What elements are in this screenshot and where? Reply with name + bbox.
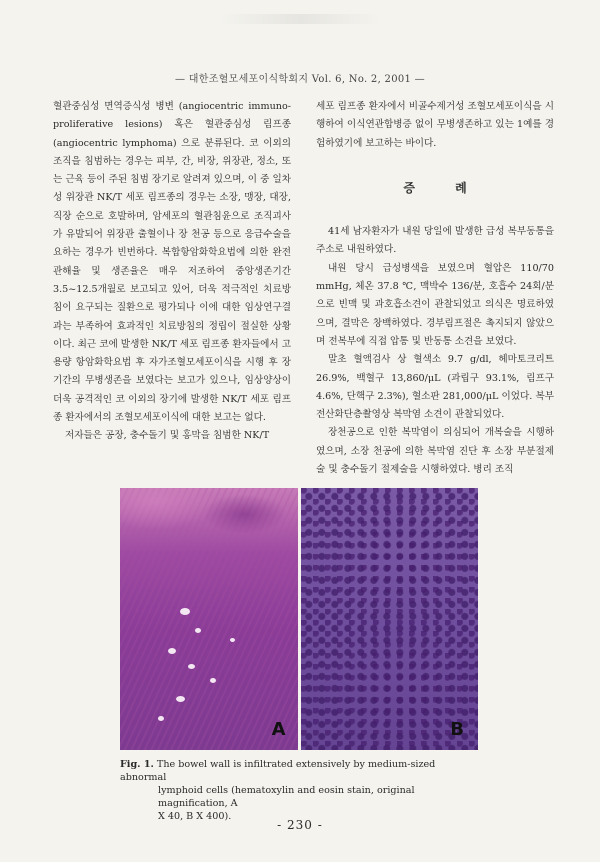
figure-caption-label: Fig. 1. <box>120 759 154 770</box>
tissue-vessel <box>188 664 195 669</box>
case-paragraph-2: 내원 당시 급성병색을 보였으며 혈압은 110/70 mmHg, 체온 37.8 ℃, 맥박수 136/분, 호흡수 24회/분으로 빈맥 및 과호흡소견이 관찰되었고 의식은 명료하였으며, 결막은 창백하였다. 경부림프절은 촉지되지 않았으며 전복부에 직접 압통 및 반동통 소견을 보였다. <box>316 262 554 347</box>
histology-figure <box>120 488 478 750</box>
tissue-vessel <box>230 638 235 642</box>
panel-b-label: B <box>450 719 464 740</box>
tissue-vessel <box>210 678 216 683</box>
tissue-vessel <box>176 696 185 702</box>
scan-artifact <box>220 14 380 24</box>
figure-caption-line-2: lymphoid cells (hematoxylin and eosin stain, original magnification, A <box>158 785 415 809</box>
case-paragraph-1: 41세 남자환자가 내원 당일에 발생한 급성 복부동통을 주소로 내원하였다. <box>316 226 554 256</box>
figure-caption-line-1: The bowel wall is infiltrated extensively by medium-sized abnormal <box>120 759 436 783</box>
figure-panel-a-low-magnification <box>120 488 298 750</box>
left-column <box>53 98 291 446</box>
panel-a-label: A <box>271 719 286 740</box>
tissue-vessel <box>158 716 164 721</box>
case-paragraph-3: 말초 혈액검사 상 혈색소 9.7 g/dl, 헤마토크리트 26.9%, 백혈구 13,860/μL (과립구 93.1%, 림프구 4.6%, 단핵구 2.3%), 혈소판 281,000/μL 이었다. 복부전산화단층촬영상 복막염 소견이 관찰되었다. <box>316 354 554 421</box>
figure-caption-line-3: X 40, B X 400). <box>158 811 232 822</box>
right-column <box>316 98 554 479</box>
page-number: - 230 - <box>277 818 323 832</box>
left-paragraph-1: 혈관중심성 면역증식성 병변 (angiocentric immuno-proliferative lesions) 혹은 혈관중심성 림프종 (angiocentric lymphoma) 으로 분류된다. 코 이외의 조직을 침범하는 경우는 피부, 간, 비장, 위장관, 정소, 또는 근육 등이 주된 침범 장기로 알려져 있으며, 이 중 일차성 위장관 NK/T 세포 림프종의 경우는 소장, 맹장, 대장, 직장 순으로 호발하며, 암세포의 혈관침윤으로 조직괴사가 유발되어 위장관 출혈이나 장 천공 등으로 응급수술을 요하는 경우가 빈번하다. 복합항암화학요법에 의한 완전관해율 및 생존율은 매우 저조하여 중앙생존기간 3.5~12.5개월로 보고되고 있어, 더욱 적극적인 치료방침이 요구되는 질환으로 평가되나 이에 대한 임상연구결과는 부족하여 효과적인 치료방침의 정립이 절실한 상황이다. 최근 코에 발생한 NK/T 세포 림프종 환자들에서 고용량 항암화학요법 후 자가조혈모세포이식을 시행 후 장기간의 무병생존을 보였다는 보고가 있으나, 임상양상이 더욱 공격적인 코 이외의 장기에 발생한 NK/T 세포 림프종 환자에서의 조혈모세포이식에 대한 보고는 없다. <box>53 101 291 424</box>
case-paragraph-4: 장천공으로 인한 복막염이 의심되어 개복술을 시행하였으며, 소장 천공에 의한 복막염 진단 후 소장 부분절제술 및 충수돌기 절제술을 시행하였다. 병리 조직 <box>316 427 554 476</box>
left-paragraph-2: 저자들은 공장, 충수돌기 및 홍막을 침범한 NK/T <box>65 430 270 442</box>
section-title-case-report: 증 례 <box>403 180 485 195</box>
tissue-vessel <box>168 648 176 654</box>
figure-panel-b-high-magnification <box>301 488 479 750</box>
running-header: — 대한조혈모세포이식학회지 Vol. 6, No. 2, 2001 — <box>175 74 425 85</box>
tissue-vessel <box>180 608 190 615</box>
tissue-vessel <box>195 628 201 633</box>
right-intro-paragraph: 세포 림프종 환자에서 비골수제거성 조혈모세포이식을 시행하여 이식연관합병증 없이 무병생존하고 있는 1예를 경험하였기에 보고하는 바이다. <box>316 101 554 149</box>
figure-caption <box>120 758 480 823</box>
